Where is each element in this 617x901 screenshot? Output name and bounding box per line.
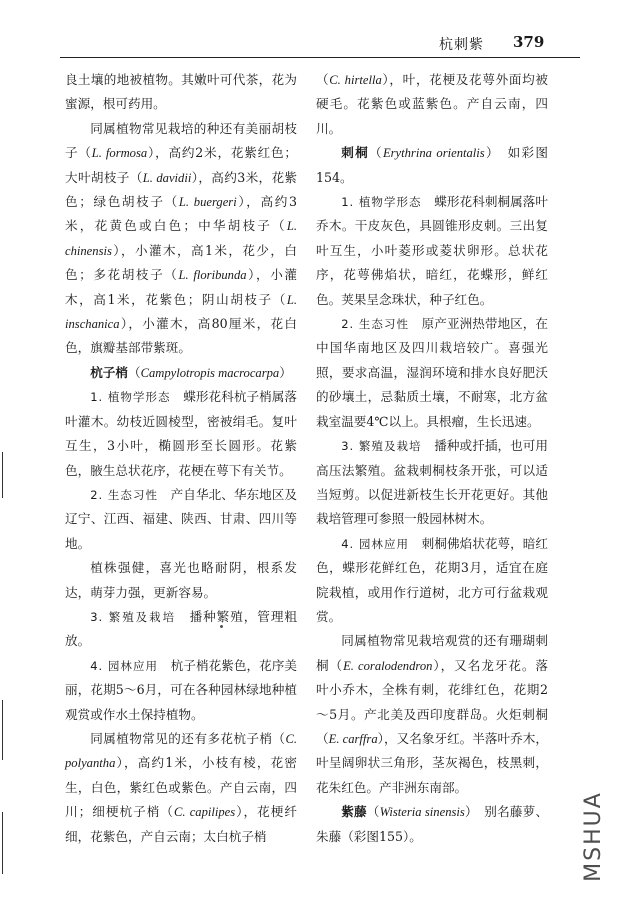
paragraph: 植株强健，喜光也略耐阴，根系发达，萌芽力强，更新容易。 (65, 560, 297, 600)
section-propagation: 3. 繁殖及栽培 播种或扦插，也可用高压法繁殖。盆栽刺桐枝条开张，可以适当短剪。以促进新枝生长开花更好。其他栽培管理可参照一般园林树木。 (316, 438, 549, 527)
species-heading-next: 紫藤（Wisteria sinensis） 别名藤萝、朱藤（彩图155）。 (316, 804, 549, 844)
left-column (65, 68, 297, 849)
section-morphology: 1. 植物学形态 蝶形花科杭子梢属落叶灌木。幼枝近圆棱型，密被绢毛。复叶互生，3小叶，椭圆形至长圆形。花紫色，腋生总状花序，花梗在萼下有关节。 (65, 389, 298, 478)
section-morphology: 1. 植物学形态 蝶形花科刺桐属落叶乔木。干皮灰色，具圆锥形皮刺。三出复叶互生，小叶菱形或菱状卵形。总状花序，花萼佛焰状，暗红，花蝶形，鲜红色。荚果呈念珠状，种子红色。 (316, 194, 549, 307)
scan-edge-mark (2, 452, 3, 498)
scan-edge-mark (2, 812, 3, 874)
paragraph: 良土壤的地被植物。其嫩叶可代茶，花为蜜源，根可药用。 (65, 72, 297, 112)
paragraph-related-species: 同属植物常见栽培观赏的还有珊瑚刺桐（E. coralodendron），又名龙牙花。落叶小乔木，全株有刺，花绯红色，花期2～5月。产北美及西印度群岛。火炬刺桐（E. carffra），又名象牙红。半落叶乔木，叶呈阔卵状三角形，茎灰褐色，枝黑刺，花朱红色。产非洲东南部。 (316, 633, 548, 795)
species-heading: 杭子梢（Campylotropis macrocarpa） (90, 364, 292, 380)
watermark-logo: MSHUA (580, 790, 606, 882)
scan-edge-mark (2, 700, 3, 760)
paragraph-related-species: 同属植物常见栽培的种还有美丽胡枝子（L. formosa），高约2米，花紫红色；大叶胡枝子（L. davidii），高约3米，花紫色；绿色胡枝子（L. buergeri），高约3米，花黄色或白色；中华胡枝子（L. chinensis），小灌木，高1米，花少，白色；多花胡枝子（L. floribunda），小灌木，高1米，花紫色；阴山胡枝子（L. inschanica），小灌木，高80厘米，花白色，旗瓣基部带紫斑。 (65, 120, 298, 356)
section-landscape-use: 4. 园林应用 杭子梢花紫色，花序美丽，花期5～6月，可在各种园林绿地种植观赏或作水土保持植物。 (65, 657, 297, 722)
section-ecology: 2. 生态习性 原产亚洲热带地区，在中国华南地区及四川栽培较广。喜强光照，要求高温，湿润环境和排水良好肥沃的砂壤土，忌黏质土壤，不耐寒，北方盆栽室温要4℃以上。具根瘤，生长迅速。 (316, 316, 548, 429)
header-rule (60, 57, 580, 58)
section-propagation: 3. 繁殖及栽培 播种繁殖，管理粗放。 (65, 608, 297, 649)
species-heading: 刺桐（Erythrina orientalis） 如彩图154。 (316, 145, 548, 185)
paragraph: （C. hirtella），叶，花梗及花萼外面均被硬毛。花紫色或蓝紫色。产自云南，四川。 (316, 72, 549, 136)
running-head-title: 杭刺紫 (439, 37, 484, 53)
section-landscape-use: 4. 园林应用 刺桐佛焰状花萼，暗红色，蝶形花鲜红色，花期3月，适宜在庭院栽植，或用作行道树，北方可行盆栽观赏。 (316, 535, 548, 624)
section-ecology: 2. 生态习性 产自华北、华东地区及辽宁、江西、福建、陕西、甘肃、四川等地。 (65, 486, 297, 551)
page-number: 379 (513, 33, 545, 51)
right-column (316, 68, 548, 849)
paragraph-related-species: 同属植物常见的还有多花杭子梢（C. polyantha），高约1米，小枝有棱，花密生，白色，紫红色或紫色。产自云南，四川；细梗杭子梢（C. capilipes），花梗纤细，花紫色，产自云南；太白杭子梢 (65, 730, 298, 844)
